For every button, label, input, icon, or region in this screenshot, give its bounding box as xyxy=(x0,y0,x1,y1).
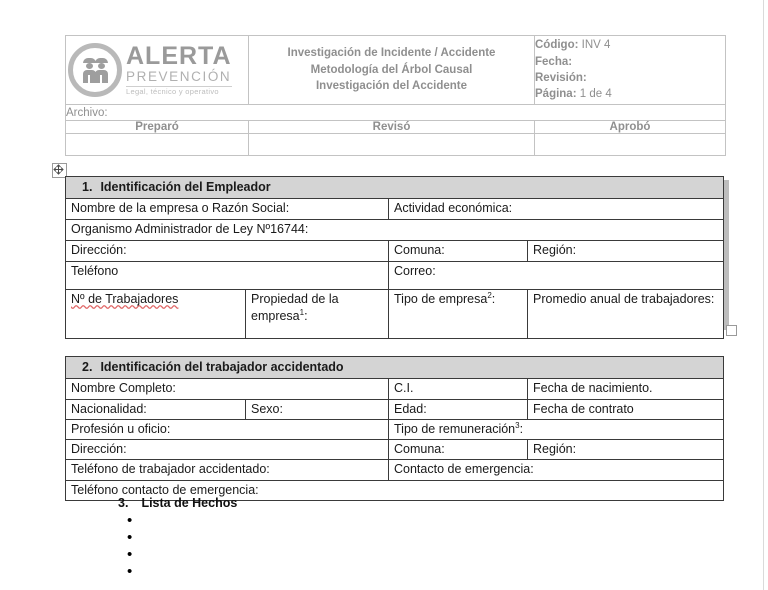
section1-header-row xyxy=(66,177,724,199)
table-row xyxy=(66,399,724,419)
signature-blank-reviso[interactable] xyxy=(249,134,535,156)
field-ci[interactable]: C.I. xyxy=(389,379,528,399)
meta-codigo-label: Código: xyxy=(535,39,579,52)
table-row xyxy=(66,220,724,241)
field-region-trabajador[interactable]: Región: xyxy=(528,440,724,460)
section3-title: Lista de Hechos xyxy=(141,496,238,510)
field-numero-trabajadores-text: Nº de Trabajadores xyxy=(71,292,179,307)
meta-pagina xyxy=(535,86,725,102)
meta-revision xyxy=(535,70,725,86)
document-meta-cell xyxy=(535,36,726,105)
field-fecha-nacimiento[interactable]: Fecha de nacimiento. xyxy=(528,379,724,399)
worker-figure-icon xyxy=(95,58,108,83)
field-tipo-empresa[interactable] xyxy=(389,290,528,339)
field-promedio-anual[interactable]: Promedio anual de trabajadores: xyxy=(528,290,724,339)
field-propiedad-empresa[interactable] xyxy=(246,290,389,339)
signature-blank-aprobo[interactable] xyxy=(535,134,726,156)
field-edad[interactable]: Edad: xyxy=(389,399,528,419)
field-organismo-administrador[interactable]: Organismo Administrador de Ley Nº16744: xyxy=(66,220,724,241)
table-row xyxy=(66,262,724,290)
table-row xyxy=(66,290,724,339)
field-actividad-economica[interactable]: Actividad económica: xyxy=(389,199,724,220)
signature-col-reviso: Revisó xyxy=(249,121,535,134)
title-line-1: Investigación de Incidente / Accidente xyxy=(287,46,496,59)
meta-codigo xyxy=(535,37,725,53)
field-fecha-contrato[interactable]: Fecha de contrato xyxy=(528,399,724,419)
field-tipo-empresa-colon: : xyxy=(491,292,496,307)
table-1-resize-handle[interactable] xyxy=(726,325,737,336)
section2-header-row xyxy=(66,357,724,379)
field-direccion[interactable]: Dirección: xyxy=(66,241,389,262)
table-row xyxy=(66,379,724,399)
table-row xyxy=(66,419,724,439)
field-tipo-remuneracion-colon: : xyxy=(519,421,524,436)
field-correo[interactable]: Correo: xyxy=(389,262,724,290)
field-tipo-empresa-text: Tipo de empresa xyxy=(394,292,488,307)
logo-sub-name: PREVENCIÓN xyxy=(126,69,232,85)
list-item[interactable] xyxy=(127,515,538,532)
field-numero-trabajadores[interactable] xyxy=(66,290,246,339)
table-row xyxy=(66,241,724,262)
meta-revision-label: Revisión: xyxy=(535,72,587,84)
meta-fecha xyxy=(535,54,725,70)
signature-col-preparo: Preparó xyxy=(66,121,249,134)
section3-number: 3. xyxy=(118,496,129,510)
signature-blank-row xyxy=(66,134,726,156)
footnote-marker-1: 1 xyxy=(299,307,305,317)
signature-col-aprobo: Aprobó xyxy=(535,121,726,134)
meta-fecha-label: Fecha: xyxy=(535,55,573,68)
field-comuna-trabajador[interactable]: Comuna: xyxy=(389,440,528,460)
document-header-table xyxy=(65,35,726,156)
field-propiedad-empresa-text: Propiedad de la empresa xyxy=(251,292,339,323)
field-propiedad-colon: : xyxy=(304,308,308,323)
field-nombre-completo[interactable]: Nombre Completo: xyxy=(66,379,389,399)
section3-bullet-list xyxy=(118,515,538,583)
table-trabajador-accidentado xyxy=(65,356,724,501)
list-item[interactable] xyxy=(127,549,538,566)
field-nombre-empresa[interactable]: Nombre de la empresa o Razón Social: xyxy=(66,199,389,220)
table-row xyxy=(66,460,724,480)
field-telefono-contacto-emergencia[interactable]: Teléfono contacto de emergencia: xyxy=(66,480,724,500)
field-sexo[interactable]: Sexo: xyxy=(246,399,389,419)
brand-logo xyxy=(66,43,248,97)
document-title-cell xyxy=(249,36,535,105)
table-empleador xyxy=(65,176,724,339)
section1-number: 1. xyxy=(82,180,93,194)
meta-codigo-value: INV 4 xyxy=(581,39,611,52)
section3-heading xyxy=(118,496,538,510)
logo-tagline: Legal, técnico y operativo xyxy=(126,86,232,96)
section1-heading xyxy=(66,177,724,199)
section3-lista-de-hechos xyxy=(118,496,538,583)
logo-brand-name: ALERTA xyxy=(126,42,232,71)
list-item[interactable] xyxy=(127,566,538,583)
signature-blank-preparo[interactable] xyxy=(66,134,249,156)
footnote-marker-2: 2 xyxy=(487,291,492,301)
field-nacionalidad[interactable]: Nacionalidad: xyxy=(66,399,246,419)
section2-number: 2. xyxy=(82,360,93,374)
meta-pagina-label: Página: xyxy=(535,88,577,101)
field-telefono-trabajador[interactable]: Teléfono de trabajador accidentado: xyxy=(66,460,389,480)
footnote-marker-3: 3 xyxy=(515,420,520,430)
archivo-label: Archivo: xyxy=(66,105,726,121)
section2-title: Identificación del trabajador accidentado xyxy=(100,360,344,374)
table-row xyxy=(66,199,724,220)
field-direccion-trabajador[interactable]: Dirección: xyxy=(66,440,389,460)
logo-cell xyxy=(66,36,249,105)
archivo-row xyxy=(66,105,726,121)
field-region[interactable]: Región: xyxy=(528,241,724,262)
table-row xyxy=(66,440,724,460)
title-line-3: Investigación del Accidente xyxy=(315,80,468,93)
field-profesion-oficio[interactable]: Profesión u oficio: xyxy=(66,419,389,439)
list-item[interactable] xyxy=(127,532,538,549)
section1-title: Identificación del Empleador xyxy=(100,180,271,194)
signature-header-row xyxy=(66,121,726,134)
field-tipo-remuneracion[interactable] xyxy=(389,419,724,439)
title-line-2: Metodología del Árbol Causal xyxy=(310,63,473,76)
section2-heading xyxy=(66,357,724,379)
field-telefono[interactable]: Teléfono xyxy=(66,262,389,290)
meta-pagina-value: 1 de 4 xyxy=(579,88,612,101)
field-comuna[interactable]: Comuna: xyxy=(389,241,528,262)
header-top-row xyxy=(66,36,726,105)
field-contacto-emergencia[interactable]: Contacto de emergencia: xyxy=(389,460,724,480)
field-tipo-remuneracion-text: Tipo de remuneración xyxy=(394,421,516,436)
workers-circle-icon xyxy=(68,43,122,97)
page-right-edge xyxy=(763,0,764,590)
